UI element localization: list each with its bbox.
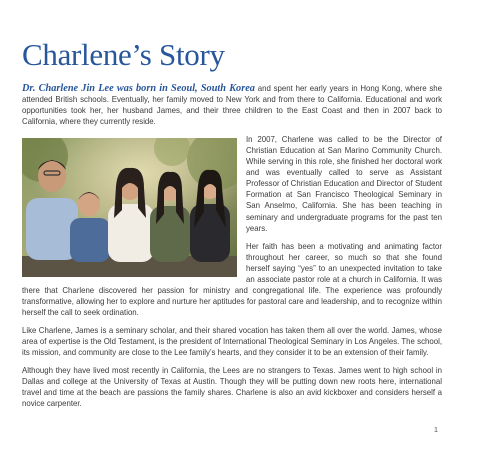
paragraph-3: Like Charlene, James is a seminary scholar, and their shared vocation has taken them all over the world. James, whose area of expertise is the Old Testament, is the president of International Theological Seminary in Los Angeles. The school, its mission, and community are close to the Lee family’s hearts, and they consider it to be an extension of their family. bbox=[22, 325, 442, 358]
paragraph-4: Although they have lived most recently in California, the Lees are no strangers to Texas. James went to high school in Dallas and college at the University of Texas at Austin. Though they will be putting down new roots here, international travel and time at the beach are passions the family shares. Charlene is also an avid kickboxer and considers herself a novice carpenter. bbox=[22, 366, 442, 409]
page-title: Charlene’s Story bbox=[22, 37, 225, 72]
lead-rest: and spent her early years in Hong Kong, where she attended British schools. Eventually, her family moved to New York and from there to California. Educational and work opportunities took her, her husband James, and their three children to the East Coast and then in 2007 back to California, where they currently reside. bbox=[22, 84, 442, 127]
story-body bbox=[22, 83, 442, 416]
lead-paragraph bbox=[22, 83, 442, 127]
paragraph-1: In 2007, Charlene was called to be the Director of Christian Education at San Marino Community Church. While serving in this role, she finished her doctoral work and was eventually called to serve as Assistant Professor of Christian Education and Director of Student Formation at San Francisco Theological Seminary in San Anselmo, California. She has been teaching in seminary and undergraduate programs for the past ten years. bbox=[246, 135, 442, 233]
paragraph-2: Her faith has been a motivating and animating factor throughout her career, so much so that she found herself saying “yes” to an unexpected invitation to take an associate pastor role at a church in California. It was there that Charlene discovered her passion for ministry and congregational life. The experience was profoundly transformative, allowing her to explore and nurture her aptitudes for pastoral care and leadership, and to recognize within herself the call to seek ordination. bbox=[22, 241, 442, 317]
family-photo-image bbox=[22, 138, 237, 277]
family-photo bbox=[22, 138, 237, 277]
page-number: 1 bbox=[433, 425, 438, 434]
lead-highlight: Dr. Charlene Jin Lee was born in Seoul, South Korea bbox=[22, 83, 255, 94]
